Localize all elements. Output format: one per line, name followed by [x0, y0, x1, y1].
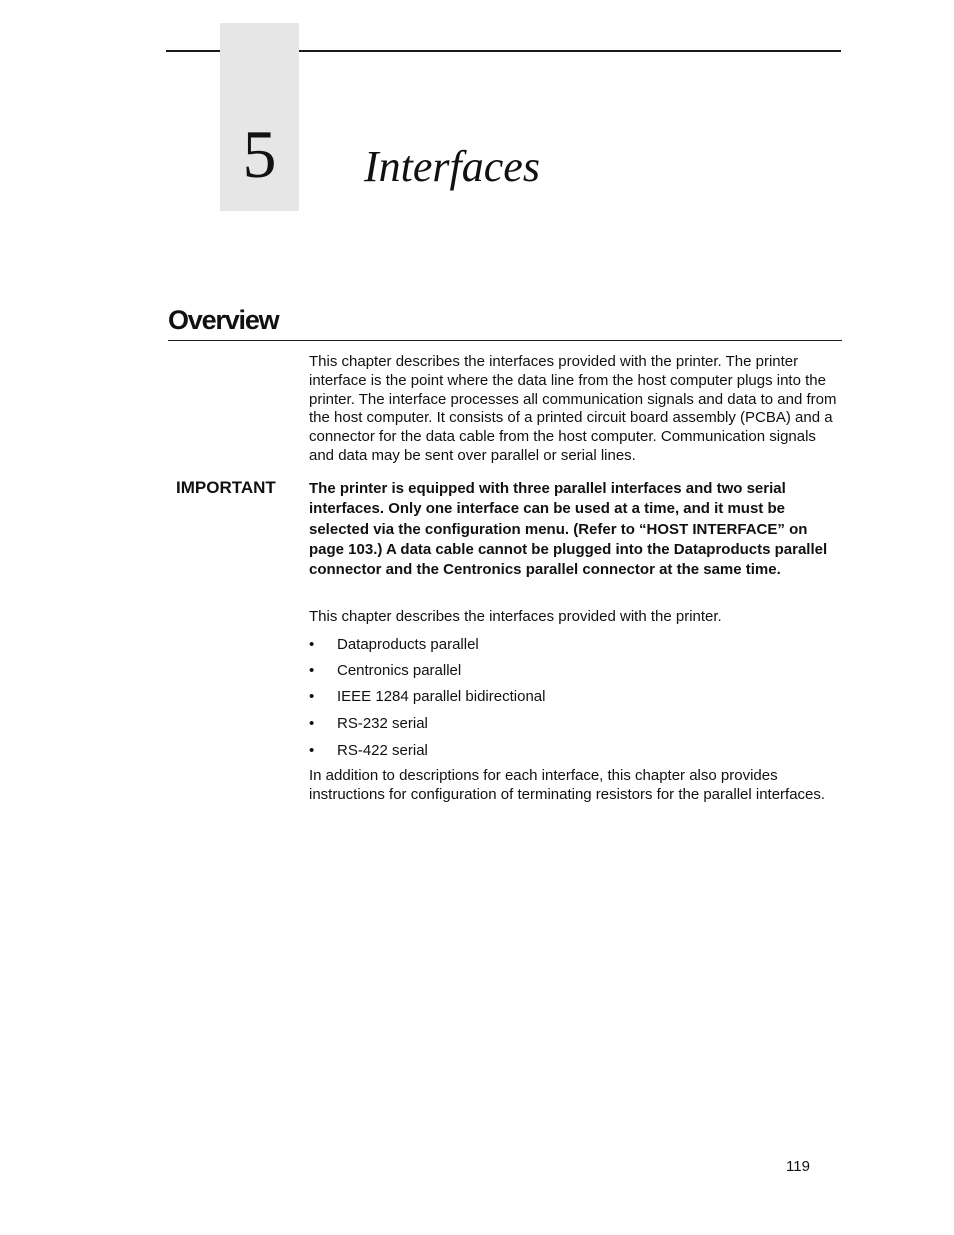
- list-lead-paragraph: This chapter describes the interfaces provided with the printer.: [309, 608, 722, 625]
- bullet-icon: •: [309, 688, 315, 705]
- list-item-label: Dataproducts parallel: [337, 636, 479, 653]
- important-note: The printer is equipped with three parallel interfaces and two serial interfaces. Only one interface can be used at a time, and it must be selected via the configuration menu. (Refer to “HOST INTERFACE” on page 103.) A data cable cannot be plugged into the Dataproducts parallel connector and the Centronics parallel connector at the same time.: [309, 480, 828, 579]
- chapter-top-rule-right: [299, 50, 841, 52]
- closing-paragraph: In addition to descriptions for each interface, this chapter also provides instructions for configuration of terminating resistors for the parallel interfaces.: [309, 767, 826, 803]
- bullet-icon: •: [309, 662, 315, 679]
- bullet-icon: •: [309, 636, 315, 653]
- bullet-icon: •: [309, 742, 315, 759]
- intro-paragraph: This chapter describes the interfaces provided with the printer. The printer interface is the point where the data line from the host computer plugs into the printer. The interface processes all communication signals and data to and from the host computer. It consists of a printed circuit board assembly (PCBA) and a connector for the data cable from the host computer. Communication signals and data may be sent over parallel or serial lines.: [309, 353, 837, 464]
- important-label: IMPORTANT: [176, 478, 276, 497]
- list-item-label: Centronics parallel: [337, 662, 462, 679]
- bullet-icon: •: [309, 715, 315, 732]
- chapter-title: Interfaces: [364, 142, 540, 191]
- section-rule: [168, 340, 842, 341]
- section-heading: Overview: [168, 305, 279, 335]
- page-number: 119: [786, 1158, 810, 1175]
- list-item-label: IEEE 1284 parallel bidirectional: [337, 688, 546, 705]
- list-item-label: RS-422 serial: [337, 742, 428, 759]
- list-item-label: RS-232 serial: [337, 715, 428, 732]
- chapter-number: 5: [242, 116, 277, 192]
- chapter-top-rule-left: [166, 50, 220, 52]
